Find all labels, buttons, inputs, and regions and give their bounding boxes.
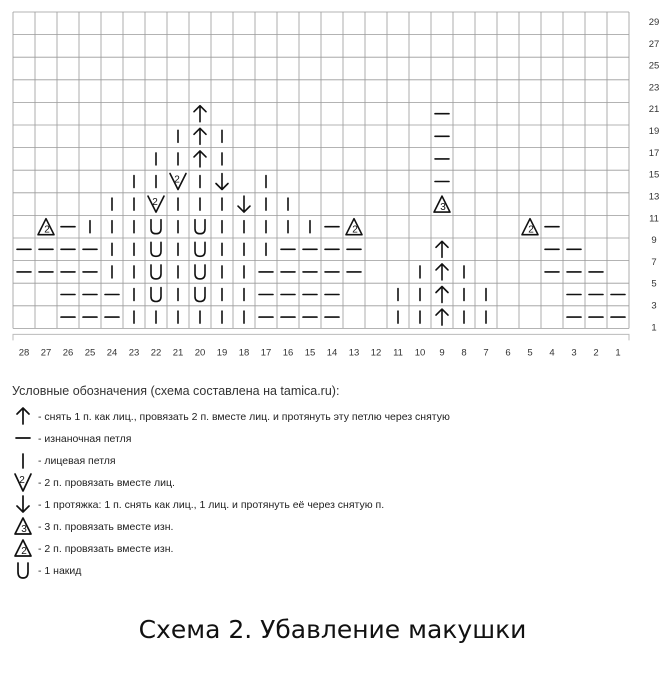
stitch-p2 [346, 219, 362, 236]
column-number: 13 [348, 347, 360, 359]
yarn-over-icon [12, 559, 34, 581]
column-number: 26 [62, 347, 74, 359]
column-number: 28 [18, 347, 30, 359]
symbol-digit: 3 [440, 202, 446, 214]
row-number: 19 [648, 126, 660, 138]
stitch-p2 [38, 219, 54, 236]
svg-text:3: 3 [21, 524, 27, 535]
column-number: 22 [150, 347, 162, 359]
legend-item [12, 452, 652, 474]
legend-item [12, 518, 652, 540]
stitch-up [436, 241, 448, 257]
column-number: 1 [615, 347, 621, 359]
row-number: 23 [648, 82, 660, 94]
k2tog-icon [12, 471, 34, 493]
column-number: 14 [326, 347, 338, 359]
svg-text:2: 2 [21, 546, 27, 557]
stitch-k2 [148, 196, 164, 212]
column-number: 19 [216, 347, 228, 359]
column-number: 15 [304, 347, 316, 359]
knit-bar-icon [12, 449, 34, 471]
stitch-up [436, 287, 448, 303]
stitch-yo [151, 220, 161, 234]
legend-item-text: - 3 п. провязать вместе изн. [38, 521, 174, 533]
legend-item [12, 430, 652, 452]
stitch-up [436, 264, 448, 280]
stitch-yo [195, 242, 205, 256]
p3tog-icon [12, 515, 34, 537]
row-number: 21 [648, 104, 660, 116]
legend-item-text: - лицевая петля [38, 455, 116, 467]
column-number: 3 [571, 347, 577, 359]
symbol-digit: 2 [174, 174, 180, 186]
stitch-yo [151, 265, 161, 279]
column-number: 23 [128, 347, 140, 359]
column-number: 6 [505, 347, 511, 359]
stitch-yo [195, 265, 205, 279]
symbol-digit: 2 [352, 224, 358, 236]
chart-caption: Схема 2. Убавление макушки [138, 615, 527, 644]
stitch-yo [195, 220, 205, 234]
row-number: 7 [651, 256, 657, 268]
legend-item-text: - изнаночная петля [38, 433, 132, 445]
row-number: 25 [648, 60, 660, 72]
stitch-up [436, 309, 448, 325]
column-bracket [13, 334, 629, 340]
stitch-up [194, 106, 206, 122]
legend-item-text: - 1 накид [38, 565, 82, 577]
stitch-k2 [170, 174, 186, 190]
column-number: 27 [40, 347, 52, 359]
column-number: 9 [439, 347, 445, 359]
legend-item-text: - 1 протяжка: 1 п. снять как лиц., 1 лиц. и протянуть её через снятую п. [38, 499, 385, 511]
column-number: 24 [106, 347, 118, 359]
column-number: 5 [527, 347, 533, 359]
row-number: 27 [648, 38, 660, 50]
stitch-yo [151, 288, 161, 302]
column-number: 18 [238, 347, 250, 359]
symbol-digit: 2 [152, 197, 158, 209]
row-number: 11 [649, 213, 659, 225]
legend-item-text: - снять 1 п. как лиц., провязать 2 п. вместе лиц. и протянуть эту петлю через снятую [38, 411, 450, 423]
legend-item [12, 496, 652, 518]
row-number: 1 [651, 322, 657, 334]
row-number: 29 [648, 17, 660, 28]
stitch-p3 [434, 196, 450, 213]
row-number: 5 [651, 278, 657, 290]
stitch-p2 [522, 219, 538, 236]
legend-item [12, 562, 652, 584]
column-number: 12 [370, 347, 382, 359]
column-number: 16 [282, 347, 294, 359]
svg-text:2: 2 [19, 475, 25, 486]
column-number: 10 [414, 347, 426, 359]
column-number: 8 [461, 347, 467, 359]
column-number: 4 [549, 347, 555, 359]
stitch-skp [238, 196, 250, 212]
column-number: 7 [483, 347, 489, 359]
row-number: 9 [651, 235, 657, 247]
column-number: 11 [393, 347, 403, 359]
symbol-digit: 2 [528, 224, 534, 236]
stitch-up [194, 128, 206, 144]
row-number: 3 [651, 300, 657, 312]
row-number: 15 [648, 169, 660, 181]
arrow-up-icon [12, 405, 34, 427]
legend-item [12, 474, 652, 496]
row-number: 13 [648, 191, 660, 203]
chart-grid [13, 12, 629, 328]
column-number: 25 [84, 347, 96, 359]
legend-item [12, 408, 652, 430]
column-number: 2 [593, 347, 599, 359]
p2tog-icon [12, 537, 34, 559]
row-number: 17 [648, 147, 660, 159]
legend-item-text: - 2 п. провязать вместе изн. [38, 543, 174, 555]
arrow-down-icon [12, 493, 34, 515]
legend-item [12, 540, 652, 562]
legend-title: Условные обозначения (схема составлена на tamica.ru): [12, 384, 340, 398]
symbol-digit: 2 [44, 224, 50, 236]
column-number: 20 [194, 347, 206, 359]
column-number: 21 [172, 347, 184, 359]
purl-dash-icon [12, 427, 34, 449]
legend [12, 384, 652, 584]
stitch-yo [195, 288, 205, 302]
column-number: 17 [260, 347, 272, 359]
stitch-up [194, 151, 206, 167]
stitch-yo [151, 242, 161, 256]
legend-item-text: - 2 п. провязать вместе лиц. [38, 477, 175, 489]
stitch-skp [216, 174, 228, 190]
